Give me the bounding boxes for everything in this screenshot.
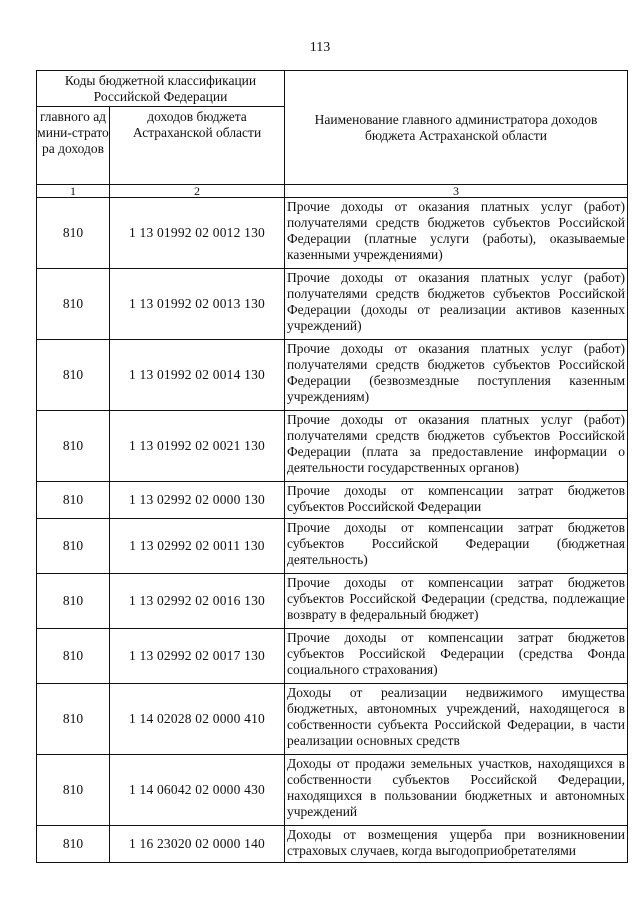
admin-code: 810 xyxy=(37,340,110,411)
budget-code: 1 13 02992 02 0016 130 xyxy=(110,574,285,629)
table-row xyxy=(37,198,628,269)
admin-code: 810 xyxy=(37,629,110,684)
budget-code: 1 13 02992 02 0017 130 xyxy=(110,629,285,684)
income-name: Прочие доходы от компенсации затрат бюджетов субъектов Российской Федерации (средства Фонда социального страхования) xyxy=(285,629,628,684)
admin-code: 810 xyxy=(37,684,110,755)
header-code-column: доходов бюджета Астраханской области xyxy=(110,107,285,185)
budget-code: 1 13 02992 02 0011 130 xyxy=(110,519,285,574)
table-row xyxy=(37,269,628,340)
income-name: Доходы от возмещения ущерба при возникновении страховых случаев, когда выгодоприобретателями xyxy=(285,826,628,863)
admin-code: 810 xyxy=(37,574,110,629)
budget-codes-table xyxy=(36,70,628,863)
budget-code: 1 13 01992 02 0021 130 xyxy=(110,411,285,482)
table-row xyxy=(37,574,628,629)
admin-code: 810 xyxy=(37,198,110,269)
budget-code: 1 14 02028 02 0000 410 xyxy=(110,684,285,755)
budget-code: 1 13 02992 02 0000 130 xyxy=(110,482,285,519)
table-row xyxy=(37,826,628,863)
page-number: 113 xyxy=(309,40,331,55)
table-row xyxy=(37,629,628,684)
income-name: Прочие доходы от оказания платных услуг (работ) получателями средств бюджетов субъектов Российской Федерации (доходы от реализации активов казенных учреждений) xyxy=(285,269,628,340)
admin-code: 810 xyxy=(37,826,110,863)
budget-code: 1 14 06042 02 0000 430 xyxy=(110,755,285,826)
income-name: Доходы от реализации недвижимого имущества бюджетных, автономных учреждений, находящегося в собственности субъекта Российской Федерации, в части реализации основных средств xyxy=(285,684,628,755)
income-name: Прочие доходы от оказания платных услуг (работ) получателями средств бюджетов субъектов Российской Федерации (платные услуги (работы), оказываемые казенными учреждениями) xyxy=(285,198,628,269)
table-row xyxy=(37,755,628,826)
admin-code: 810 xyxy=(37,755,110,826)
income-name: Доходы от продажи земельных участков, находящихся в собственности субъектов Российской Федерации, находящихся в пользовании бюджетных и автономных учреждений xyxy=(285,755,628,826)
budget-code: 1 16 23020 02 0000 140 xyxy=(110,826,285,863)
header-admin-column: главного админи-стратора доходов xyxy=(37,107,110,185)
income-name: Прочие доходы от компенсации затрат бюджетов субъектов Российской Федерации xyxy=(285,482,628,519)
column-number-1: 1 xyxy=(37,185,110,198)
budget-code: 1 13 01992 02 0013 130 xyxy=(110,269,285,340)
admin-code: 810 xyxy=(37,519,110,574)
table-row xyxy=(37,519,628,574)
admin-code: 810 xyxy=(37,269,110,340)
table-row xyxy=(37,340,628,411)
table-row xyxy=(37,684,628,755)
column-number-3: 3 xyxy=(285,185,628,198)
header-name-column: Наименование главного администратора доходов бюджета Астраханской области xyxy=(285,71,628,185)
income-name: Прочие доходы от оказания платных услуг (работ) получателями средств бюджетов субъектов Российской Федерации (безвозмездные поступления казенным учреждениям) xyxy=(285,340,628,411)
income-name: Прочие доходы от компенсации затрат бюджетов субъектов Российской Федерации (средства, подлежащие возврату в федеральный бюджет) xyxy=(285,574,628,629)
income-name: Прочие доходы от оказания платных услуг (работ) получателями средств бюджетов субъектов Российской Федерации (плата за предоставление информации о деятельности государственных органов) xyxy=(285,411,628,482)
admin-code: 810 xyxy=(37,482,110,519)
column-number-2: 2 xyxy=(110,185,285,198)
table-row xyxy=(37,482,628,519)
income-name: Прочие доходы от компенсации затрат бюджетов субъектов Российской Федерации (бюджетная деятельность) xyxy=(285,519,628,574)
budget-code: 1 13 01992 02 0014 130 xyxy=(110,340,285,411)
budget-code: 1 13 01992 02 0012 130 xyxy=(110,198,285,269)
table-row xyxy=(37,411,628,482)
header-codes-group: Коды бюджетной классификации Российской Федерации xyxy=(37,71,285,107)
admin-code: 810 xyxy=(37,411,110,482)
